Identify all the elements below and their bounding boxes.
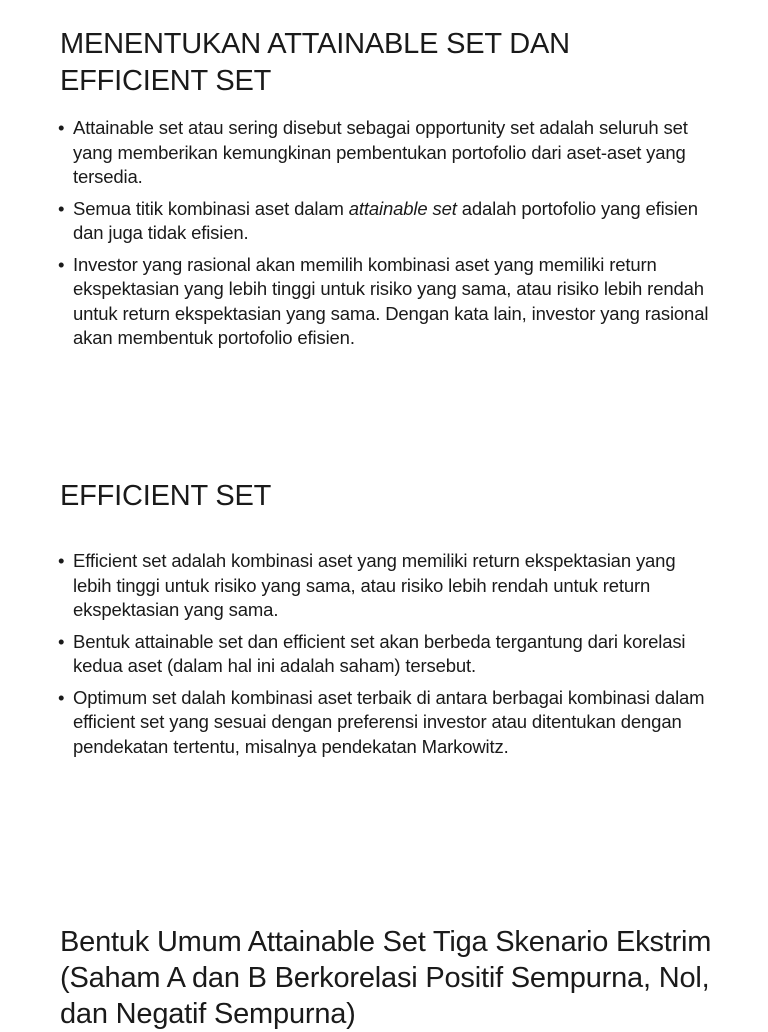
bullet-item: • Bentuk attainable set dan efficient set akan berbeda tergantung dari korelasi kedua aset (dalam hal ini adalah saham) tersebut. (58, 630, 718, 679)
slide-1-bullets (58, 116, 718, 358)
bullet-text: Semua titik kombinasi aset dalam (73, 197, 349, 219)
slide-2-bullets (58, 549, 718, 766)
bullet-item: • Efficient set adalah kombinasi aset yang memiliki return ekspektasian yang lebih tinggi untuk risiko yang sama, atau risiko lebih rendah untuk return ekspektasian yang sama. (58, 549, 718, 623)
title-line: EFFICIENT SET (60, 480, 272, 512)
slide-1 (0, 0, 768, 420)
bullet-text: adalah portofolio yang efisien dan juga tidak efisien. (73, 197, 698, 243)
slide-2 (0, 420, 768, 900)
title-line: EFFICIENT SET (60, 65, 272, 97)
title-line: dan Negatif Sempurna) (60, 998, 356, 1030)
title-line: MENENTUKAN ATTAINABLE SET DAN (60, 28, 570, 60)
slide-2-title (60, 478, 740, 515)
bullet-item (58, 197, 718, 246)
slide-3 (0, 900, 768, 1030)
bullet-item: • Attainable set atau sering disebut sebagai opportunity set adalah seluruh set yang memberikan kemungkinan pembentukan portofolio dari aset-aset yang tersedia. (58, 116, 718, 190)
bullet-text-italic: attainable set (348, 197, 457, 219)
slide-3-title (60, 924, 740, 1032)
title-line: Bentuk Umum Attainable Set Tiga Skenario Ekstrim (60, 926, 712, 958)
bullet-item: • Investor yang rasional akan memilih kombinasi aset yang memiliki return ekspektasian yang lebih tinggi untuk risiko yang sama, atau risiko lebih rendah untuk return ekspektasian yang sama. Dengan kata lain, investor yang rasional akan membentuk portofolio efisien. (58, 253, 718, 351)
title-line: (Saham A dan B Berkorelasi Positif Sempurna, Nol, (60, 962, 710, 994)
bullet-item: • Optimum set dalah kombinasi aset terbaik di antara berbagai kombinasi dalam efficient set yang sesuai dengan preferensi investor atau ditentukan dengan pendekatan tertentu, misalnya pendekatan Markowitz. (58, 686, 718, 760)
slide-1-title (60, 26, 740, 100)
